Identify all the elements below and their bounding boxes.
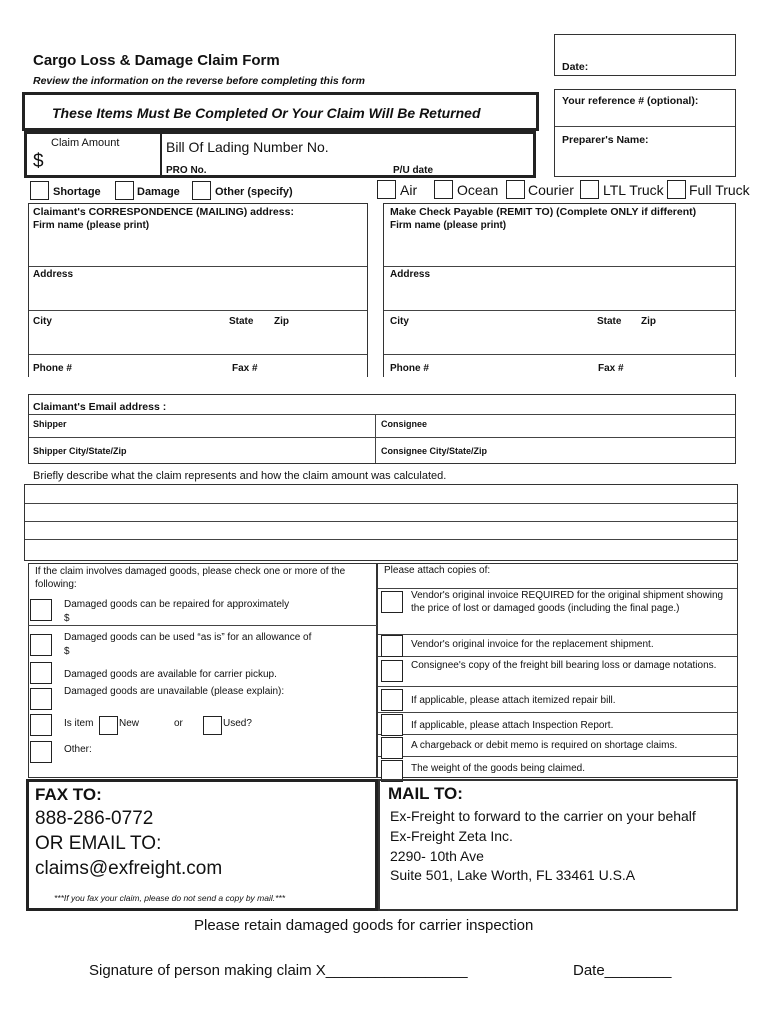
- date-field[interactable]: [554, 34, 736, 76]
- chargeback-checkbox[interactable]: [381, 737, 403, 759]
- pro-label[interactable]: PRO No.: [166, 165, 207, 176]
- attachments-intro: Please attach copies of:: [384, 565, 491, 576]
- damage-checkbox[interactable]: [115, 181, 134, 200]
- claimant-address-label[interactable]: Address: [33, 269, 74, 280]
- payee-state-label[interactable]: State: [597, 316, 622, 327]
- payee-fax-label[interactable]: Fax #: [598, 363, 624, 374]
- claimant-firm-label[interactable]: Firm name (please print): [33, 220, 150, 231]
- shortage-checkbox[interactable]: [30, 181, 49, 200]
- courier-label: Courier: [528, 182, 574, 198]
- payee-firm-label[interactable]: Firm name (please print): [390, 220, 507, 231]
- shipper-label[interactable]: Shipper: [33, 419, 67, 429]
- claimant-zip-label[interactable]: Zip: [274, 316, 289, 327]
- other-checkbox[interactable]: [192, 181, 211, 200]
- description-label: Briefly describe what the claim represents and how the claim amount was calculated.: [33, 470, 447, 482]
- mail-line-1: Ex-Freight to forward to the carrier on your behalf: [390, 808, 696, 824]
- consignee-label[interactable]: Consignee: [381, 419, 428, 429]
- signature-line[interactable]: Signature of person making claim X_________________: [89, 962, 468, 979]
- replacement-invoice-label: Vendor's original invoice for the replacement shipment.: [411, 639, 654, 650]
- payee-address-label[interactable]: Address: [390, 269, 431, 280]
- replacement-invoice-checkbox[interactable]: [381, 635, 403, 657]
- allowance-currency: $: [64, 646, 70, 657]
- claimant-fax-label[interactable]: Fax #: [232, 363, 258, 374]
- claimant-address-block: [28, 203, 368, 377]
- air-label: Air: [400, 182, 418, 198]
- date-label: Date:: [562, 61, 589, 73]
- reference-label: Your reference # (optional):: [562, 95, 699, 107]
- weight-label: The weight of the goods being claimed.: [411, 763, 585, 774]
- ocean-label: Ocean: [457, 182, 499, 198]
- preparer-label: Preparer's Name:: [562, 134, 649, 146]
- claimant-state-label[interactable]: State: [229, 316, 254, 327]
- mail-line-2: Ex-Freight Zeta Inc.: [390, 828, 513, 844]
- description-area[interactable]: [24, 484, 738, 561]
- repair-label: Damaged goods can be repaired for approximately: [64, 599, 290, 610]
- mail-line-4: Suite 501, Lake Worth, FL 33461 U.S.A: [390, 867, 636, 883]
- new-label: New: [119, 718, 140, 729]
- mail-to-box: [378, 779, 738, 911]
- form-title: Cargo Loss & Damage Claim Form: [33, 52, 280, 69]
- claim-currency: $: [33, 151, 44, 172]
- full-truck-checkbox[interactable]: [667, 180, 686, 199]
- damaged-goods-intro: If the claim involves damaged goods, please check one or more of the following:: [35, 566, 346, 590]
- fax-to-box: [26, 779, 378, 911]
- other-goods-checkbox[interactable]: [30, 741, 52, 763]
- required-banner: [22, 92, 539, 131]
- email-label[interactable]: Claimant's Email address :: [33, 401, 167, 413]
- fax-note: ***If you fax your claim, please do not send a copy by mail.***: [54, 893, 286, 903]
- vendor-invoice-label: Vendor's original invoice REQUIRED for the original shipment showing the price of lost or damaged goods (including the final page.): [411, 590, 724, 614]
- courier-checkbox[interactable]: [506, 180, 525, 199]
- ltl-truck-checkbox[interactable]: [580, 180, 599, 199]
- retain-notice: Please retain damaged goods for carrier inspection: [194, 917, 534, 934]
- repair-currency: $: [64, 613, 70, 624]
- claims-email[interactable]: claims@exfreight.com: [35, 858, 223, 879]
- mail-heading: MAIL TO:: [388, 784, 463, 803]
- payee-zip-label[interactable]: Zip: [641, 316, 656, 327]
- or-label: or: [174, 718, 183, 729]
- shortage-label: Shortage: [53, 186, 101, 198]
- ocean-checkbox[interactable]: [434, 180, 453, 199]
- allowance-checkbox[interactable]: [30, 634, 52, 656]
- consignee-city-label[interactable]: Consignee City/State/Zip: [381, 446, 488, 456]
- full-truck-label: Full Truck: [689, 182, 750, 198]
- unavailable-checkbox[interactable]: [30, 688, 52, 710]
- remit-label: Make Check Payable (REMIT TO) (Complete ONLY if different): [390, 206, 697, 218]
- new-checkbox[interactable]: [99, 716, 118, 735]
- claimant-phone-label[interactable]: Phone #: [33, 363, 72, 374]
- air-checkbox[interactable]: [377, 180, 396, 199]
- inspection-checkbox[interactable]: [381, 714, 403, 736]
- unavailable-label: Damaged goods are unavailable (please explain):: [64, 686, 285, 697]
- fax-number[interactable]: 888-286-0772: [35, 808, 154, 829]
- other-label: Other (specify): [215, 186, 293, 198]
- bol-label[interactable]: Bill Of Lading Number No.: [166, 139, 329, 155]
- damage-label: Damage: [137, 186, 180, 198]
- chargeback-label: A chargeback or debit memo is required on shortage claims.: [411, 740, 678, 751]
- fax-heading: FAX TO:: [35, 785, 102, 804]
- payee-city-label[interactable]: City: [390, 316, 409, 327]
- freight-bill-checkbox[interactable]: [381, 660, 403, 682]
- required-banner-text: These Items Must Be Completed Or Your Claim Will Be Returned: [52, 105, 481, 121]
- reference-preparer-box: [554, 89, 736, 177]
- payee-phone-label[interactable]: Phone #: [390, 363, 429, 374]
- form-subtitle: Review the information on the reverse before completing this form: [33, 75, 365, 87]
- signature-date-line[interactable]: Date________: [573, 962, 672, 979]
- parties-block: [28, 394, 736, 464]
- claim-amount-bol-box: [24, 131, 536, 178]
- allowance-label: Damaged goods can be used “as is” for an allowance of: [64, 632, 312, 643]
- payee-address-block: [383, 203, 736, 377]
- used-label: Used?: [223, 718, 252, 729]
- repair-bill-label: If applicable, please attach itemized repair bill.: [411, 695, 616, 706]
- repair-bill-checkbox[interactable]: [381, 689, 403, 711]
- is-item-label: Is item: [64, 718, 94, 729]
- claimant-city-label[interactable]: City: [33, 316, 52, 327]
- repair-checkbox[interactable]: [30, 599, 52, 621]
- is-item-checkbox[interactable]: [30, 714, 52, 736]
- pickup-label: Damaged goods are available for carrier pickup.: [64, 669, 277, 680]
- pu-date-label[interactable]: P/U date: [393, 165, 434, 176]
- ltl-truck-label: LTL Truck: [603, 182, 664, 198]
- inspection-label: If applicable, please attach Inspection Report.: [411, 720, 614, 731]
- pickup-checkbox[interactable]: [30, 662, 52, 684]
- shipper-city-label[interactable]: Shipper City/State/Zip: [33, 446, 127, 456]
- freight-bill-label: Consignee's copy of the freight bill bearing loss or damage notations.: [411, 660, 717, 671]
- used-checkbox[interactable]: [203, 716, 222, 735]
- other-goods-label: Other:: [64, 744, 92, 755]
- correspondence-label: Claimant's CORRESPONDENCE (MAILING) address:: [33, 206, 294, 218]
- mail-line-3: 2290- 10th Ave: [390, 848, 484, 864]
- vendor-invoice-checkbox[interactable]: [381, 591, 403, 613]
- claim-amount-label: Claim Amount: [51, 137, 120, 149]
- or-email-label: OR EMAIL TO:: [35, 833, 162, 854]
